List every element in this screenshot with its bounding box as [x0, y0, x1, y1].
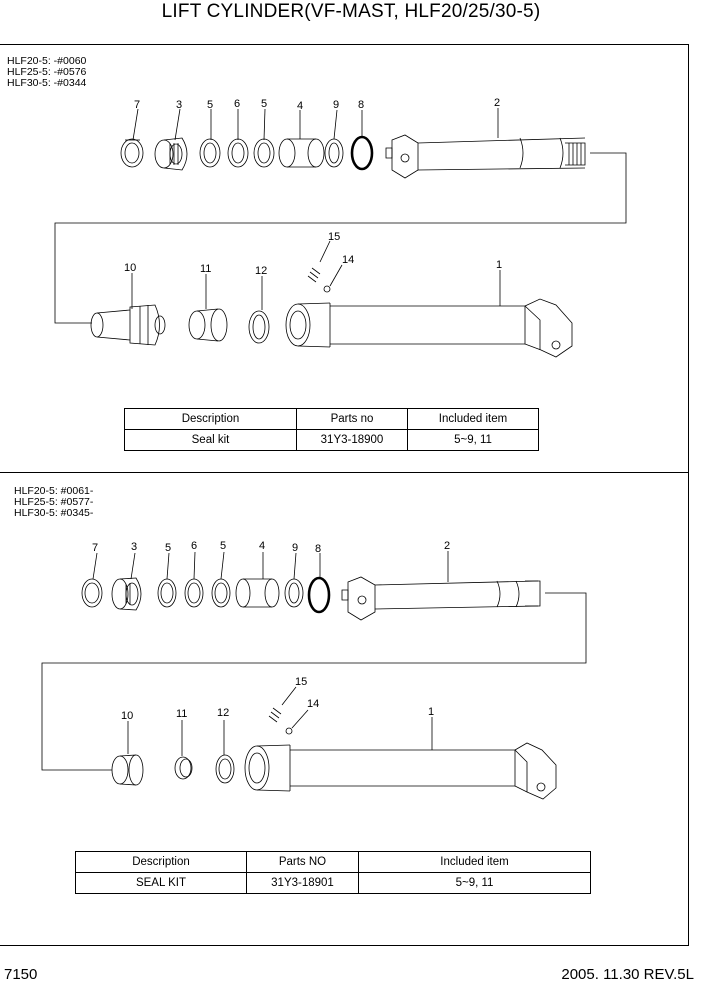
callout-label: 12 — [217, 707, 230, 719]
serial-line: HLF20-5: #0061- — [14, 485, 94, 497]
part-10-piston — [91, 305, 165, 345]
callout-label: 10 — [124, 262, 137, 274]
part-8-o-ring — [352, 137, 372, 169]
assembly-path-line — [55, 153, 626, 323]
assembly-path-line — [42, 593, 586, 770]
table-cell: Seal kit — [125, 430, 297, 451]
table-row — [76, 873, 591, 894]
callout-label: 3 — [131, 541, 138, 553]
callout-label: 5 — [207, 99, 214, 111]
part-8-o-ring — [309, 578, 329, 612]
callout-label: 5 — [261, 98, 268, 110]
callout-label: 15 — [328, 231, 341, 243]
table-header: Parts no — [297, 409, 408, 430]
serial-line: HLF20-5: -#0060 — [7, 55, 87, 67]
table-header: Included item — [359, 852, 591, 873]
serial-line: HLF30-5: -#0344 — [7, 77, 87, 89]
parts-table-bottom — [75, 851, 591, 894]
part-2-piston-rod — [342, 577, 540, 620]
part-6-ring — [185, 579, 203, 607]
part-5-seal — [158, 579, 176, 607]
table-row — [125, 430, 539, 451]
serial-line: HLF25-5: #0577- — [14, 496, 94, 508]
part-10-piston — [112, 755, 143, 785]
part-6-ring — [228, 139, 248, 167]
table-header: Parts NO — [247, 852, 359, 873]
part-1-cylinder-tube — [245, 743, 556, 799]
callout-label: 14 — [307, 698, 320, 710]
callout-label: 9 — [333, 99, 340, 111]
callout-label: 4 — [297, 100, 304, 112]
callout-label: 1 — [496, 259, 503, 271]
part-4-bushing — [279, 139, 324, 167]
callout-label: 7 — [134, 99, 141, 111]
callout-label: 9 — [292, 542, 299, 554]
serial-line: HLF25-5: -#0576 — [7, 66, 87, 78]
revision-date: 2005. 11.30 REV.5L — [561, 966, 694, 983]
table-cell: SEAL KIT — [76, 873, 247, 894]
table-header: Description — [125, 409, 297, 430]
callout-label: 3 — [176, 99, 183, 111]
table-cell: 5~9, 11 — [359, 873, 591, 894]
callout-label: 6 — [234, 98, 241, 110]
callout-label: 7 — [92, 542, 99, 554]
table-cell: 31Y3-18901 — [247, 873, 359, 894]
part-14-ball — [324, 286, 330, 292]
callout-label: 2 — [494, 97, 501, 109]
table-cell: 5~9, 11 — [408, 430, 539, 451]
part-11-wear-ring — [175, 757, 192, 779]
callout-label: 5 — [220, 540, 227, 552]
table-header: Description — [76, 852, 247, 873]
callout-label: 1 — [428, 706, 435, 718]
table-header: Included item — [408, 409, 539, 430]
part-12-snap-ring — [216, 755, 234, 783]
callouts-top — [124, 97, 502, 277]
page-number: 7150 — [4, 966, 38, 983]
part-5-seal — [200, 139, 220, 167]
callout-label: 12 — [255, 265, 268, 277]
part-1-cylinder-tube — [286, 299, 572, 357]
part-9-ring — [285, 579, 303, 607]
part-15-plug — [269, 708, 281, 722]
callout-label: 5 — [165, 542, 172, 554]
part-7-wiper — [121, 139, 143, 167]
callout-label: 11 — [176, 708, 188, 720]
callout-label: 10 — [121, 710, 134, 722]
callout-label: 6 — [191, 540, 198, 552]
callouts-bottom — [92, 540, 450, 722]
part-15-plug — [308, 268, 320, 282]
serial-line: HLF30-5: #0345- — [14, 507, 94, 519]
part-5-seal — [212, 579, 230, 607]
table-cell: 31Y3-18900 — [297, 430, 408, 451]
part-7-wiper — [82, 579, 102, 607]
callout-label: 2 — [444, 540, 451, 552]
part-3-gland — [155, 138, 187, 170]
parts-table-top — [124, 408, 539, 451]
part-11-wear-ring — [189, 309, 227, 341]
part-5-seal — [254, 139, 274, 167]
callout-label: 8 — [358, 99, 365, 111]
part-2-piston-rod — [386, 135, 585, 178]
part-14-ball — [286, 728, 292, 734]
callout-label: 11 — [200, 263, 212, 275]
part-3-gland — [112, 578, 141, 610]
callout-label: 4 — [259, 540, 266, 552]
page-title: LIFT CYLINDER(VF-MAST, HLF20/25/30-5) — [161, 1, 541, 22]
table-header-row — [125, 409, 539, 430]
callout-label: 14 — [342, 254, 355, 266]
callout-label: 8 — [315, 543, 322, 555]
callout-label: 15 — [295, 676, 308, 688]
part-4-bushing — [236, 579, 279, 607]
part-12-snap-ring — [249, 311, 269, 343]
table-header-row — [76, 852, 591, 873]
part-9-ring — [325, 139, 343, 167]
